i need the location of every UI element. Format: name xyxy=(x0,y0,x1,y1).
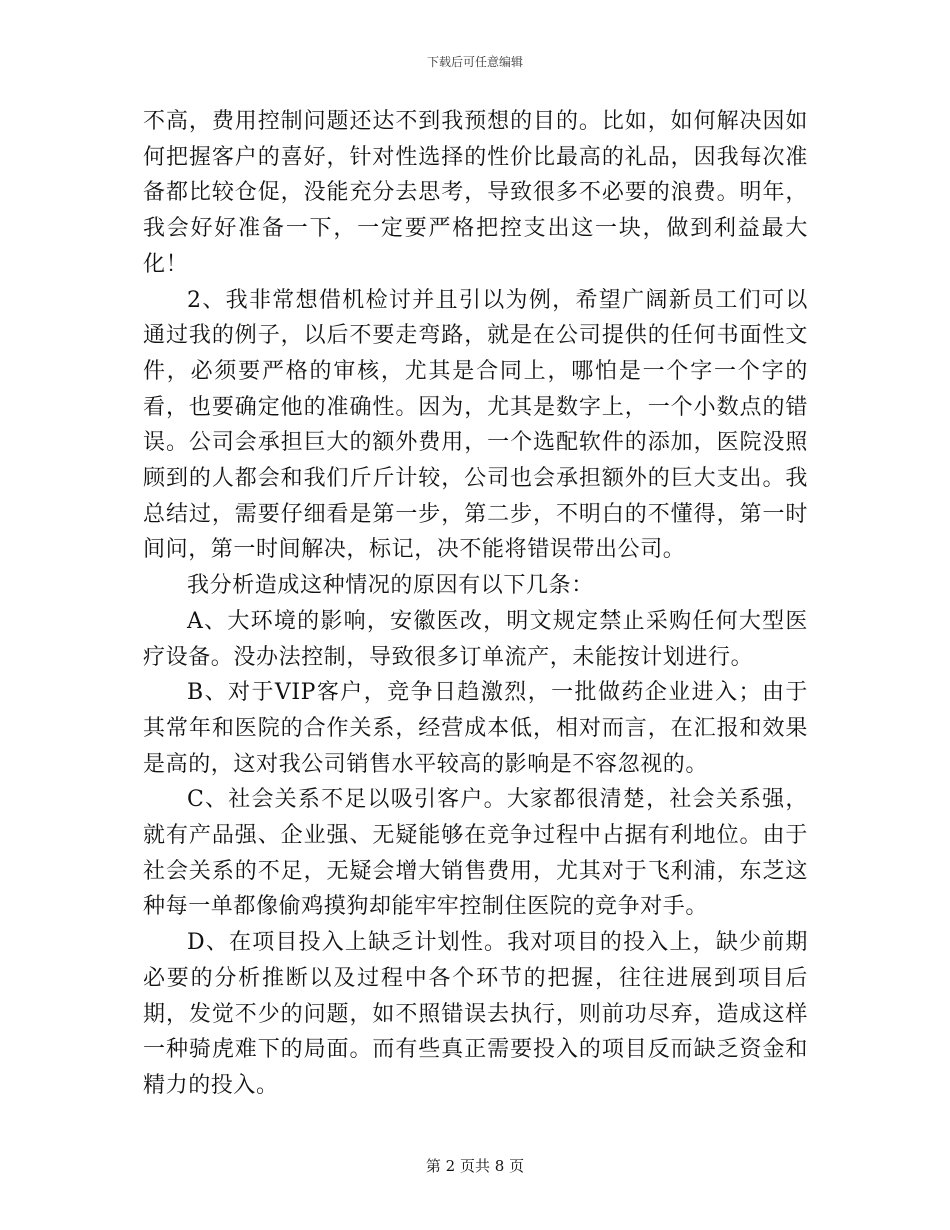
paragraph-causes-intro: 我分析造成这种情况的原因有以下几条： xyxy=(187,573,594,599)
paragraph-cause-c: C、社会关系不足以吸引客户。大家都很清楚，社会关系强，就有产品强、企业强、无疑能够在竞争过程中占据有利地位。由于社会关系的不足，无疑会增大销售费用，尤其对于飞利浦，东芝这种每一单都像偷鸡摸狗却能牢牢控制住医院的竞争对手。 xyxy=(143,787,808,920)
paragraph-cause-a: A、大环境的影响，安徽医改，明文规定禁止采购任何大型医疗设备。没办法控制，导致很多订单流产，未能按计划进行。 xyxy=(143,608,808,670)
page-header: 下载后可任意编辑 xyxy=(426,55,523,69)
page-number: 第 2 页共 8 页 xyxy=(425,1157,525,1175)
paragraph-continued: 不高，费用控制问题还达不到我预想的目的。比如，如何解决因如何把握客户的喜好，针对性选择的性价比最高的礼品，因我每次准备都比较仓促，没能充分去思考，导致很多不必要的浪费。明年，我会好好准备一下，一定要严格把控支出这一块，做到利益最大化！ xyxy=(143,109,808,277)
document-body xyxy=(143,104,808,1104)
paragraph-item-2: 2、我非常想借机检讨并且引以为例，希望广阔新员工们可以通过我的例子，以后不要走弯路，就是在公司提供的任何书面性文件，必须要严格的审核，尤其是合同上，哪怕是一个字一个字的看，也要确定他的准确性。因为，尤其是数字上，一个小数点的错误。公司会承担巨大的额外费用，一个选配软件的添加，医院没照顾到的人都会和我们斤斤计较，公司也会承担额外的巨大支出。我总结过，需要仔细看是第一步，第二步，不明白的不懂得，第一时间问，第一时间解决，标记，决不能将错误带出公司。 xyxy=(143,287,808,563)
paragraph-cause-b: B、对于VIP客户，竞争日趋激烈，一批做药企业进入；由于其常年和医院的合作关系，经营成本低，相对而言，在汇报和效果是高的，这对我公司销售水平较高的影响是不容忽视的。 xyxy=(143,680,808,777)
paragraph-cause-d: D、在项目投入上缺乏计划性。我对项目的投入上，缺少前期必要的分析推断以及过程中各个环节的把握，往往进展到项目后期，发觉不少的问题，如不照错误去执行，则前功尽弃，造成这样一种骑虎难下的局面。而有些真正需要投入的项目反而缺乏资金和精力的投入。 xyxy=(143,930,808,1098)
